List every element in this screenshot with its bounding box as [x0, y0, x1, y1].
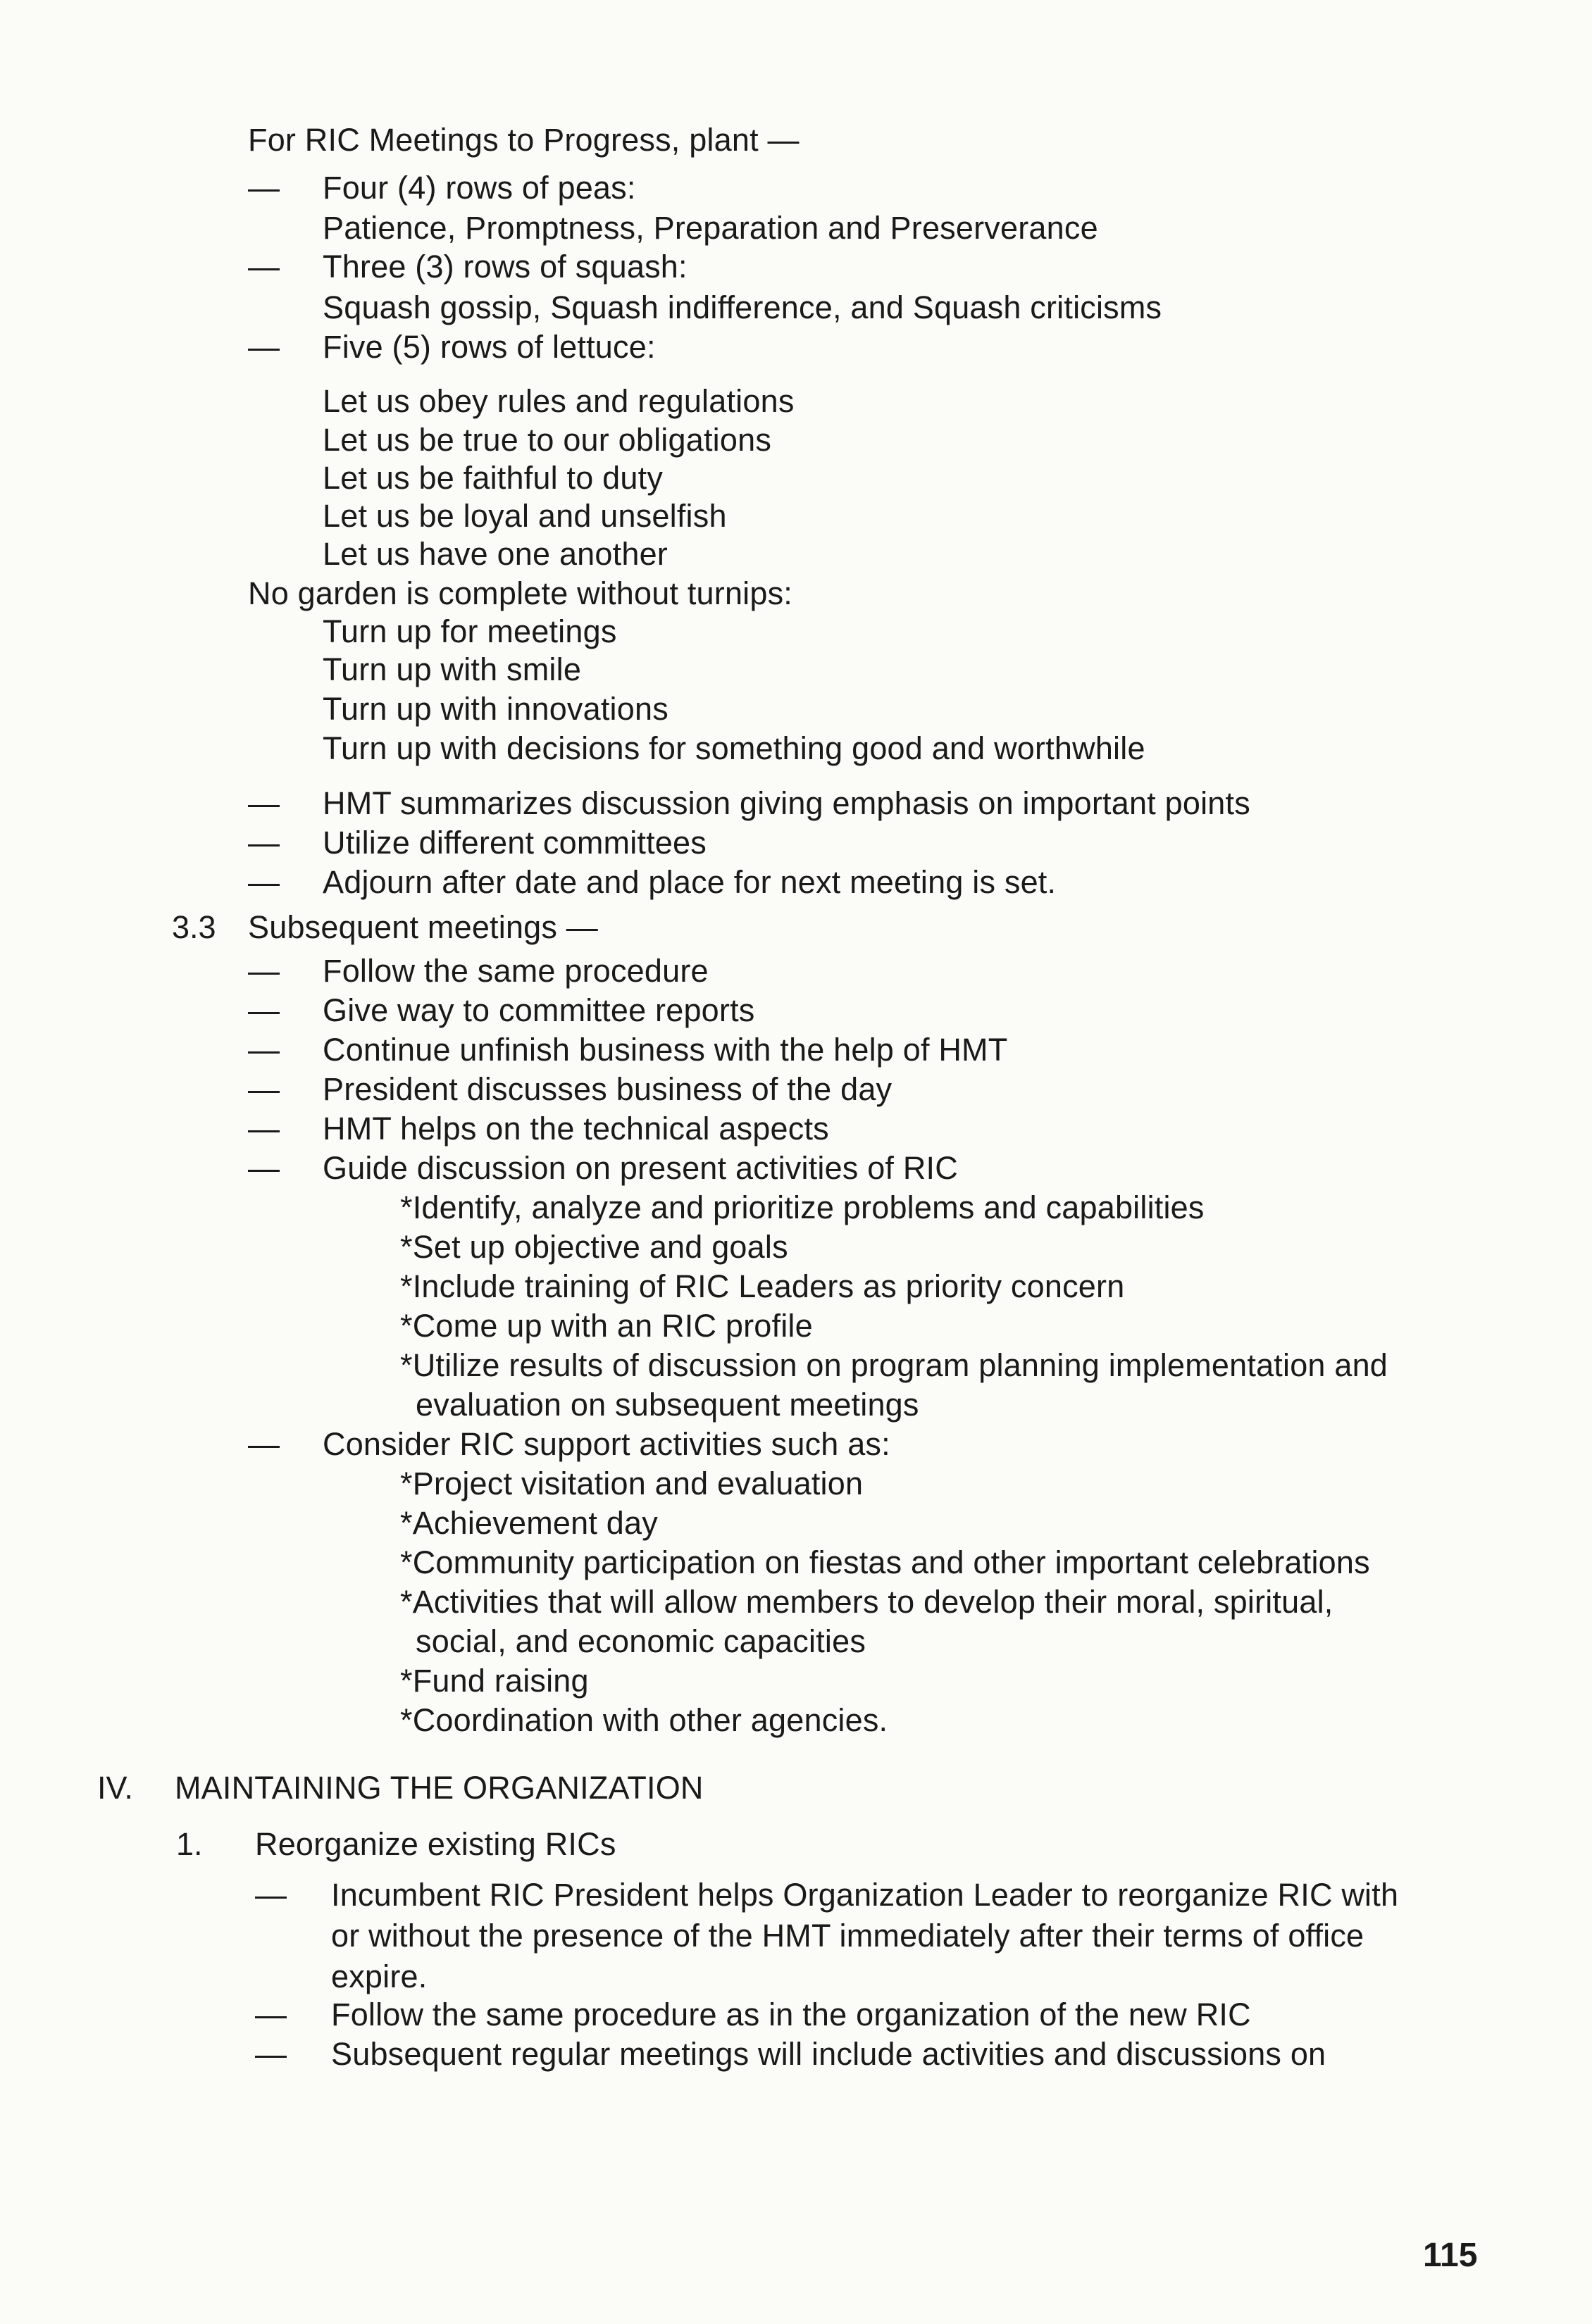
turnip-line: Turn up with decisions for something good and worthwhile: [323, 730, 1145, 766]
sub-item: *Set up objective and goals: [400, 1229, 788, 1265]
intro-lead: For RIC Meetings to Progress, plant —: [248, 122, 800, 158]
list-item: Give way to committee reports: [323, 992, 755, 1028]
sub-item: *Activities that will allow members to develop their moral, spiritual,: [400, 1584, 1333, 1620]
list-item: Three (3) rows of squash:: [323, 249, 688, 285]
sub-item: *Identify, analyze and prioritize problems and capabilities: [400, 1189, 1205, 1225]
sub-item-continuation: social, and economic capacities: [416, 1623, 866, 1659]
list-item: Utilize different committees: [323, 825, 707, 861]
list-item: HMT helps on the technical aspects: [323, 1111, 829, 1147]
dash-bullet: —: [248, 1426, 280, 1462]
page-number: 115: [1423, 2237, 1478, 2274]
subsection-title: Reorganize existing RICs: [255, 1826, 616, 1862]
dash-bullet: —: [255, 2036, 287, 2072]
list-item: President discusses business of the day: [323, 1071, 893, 1107]
sub-item: *Come up with an RIC profile: [400, 1308, 813, 1344]
section-numeral: IV.: [97, 1770, 133, 1806]
dash-bullet: —: [248, 825, 280, 861]
list-item: Continue unfinish business with the help of HMT: [323, 1032, 1008, 1068]
dash-bullet: —: [248, 1111, 280, 1147]
list-item: Incumbent RIC President helps Organization Leader to reorganize RIC with: [331, 1877, 1399, 1913]
dash-bullet: —: [248, 785, 280, 821]
list-item: Follow the same procedure: [323, 953, 709, 989]
dash-bullet: —: [255, 1877, 287, 1913]
turnip-line: Turn up with smile: [323, 651, 582, 687]
sub-item: *Coordination with other agencies.: [400, 1702, 888, 1738]
section-number: 3.3: [172, 909, 216, 945]
list-item: Guide discussion on present activities of RIC: [323, 1150, 958, 1186]
dash-bullet: —: [248, 329, 280, 365]
turnip-line: Turn up with innovations: [323, 691, 668, 727]
sub-item: *Project visitation and evaluation: [400, 1466, 864, 1501]
sub-item: *Fund raising: [400, 1663, 589, 1699]
list-item: Subsequent regular meetings will include activities and discussions on: [331, 2036, 1326, 2072]
list-item: Five (5) rows of lettuce:: [323, 329, 656, 365]
lettuce-line: Let us be faithful to duty: [323, 460, 664, 496]
section-title: MAINTAINING THE ORGANIZATION: [175, 1770, 704, 1806]
dash-bullet: —: [248, 953, 280, 989]
list-item: HMT summarizes discussion giving emphasis on important points: [323, 785, 1250, 821]
sub-item: *Achievement day: [400, 1505, 658, 1541]
list-item: Adjourn after date and place for next meeting is set.: [323, 864, 1057, 900]
dash-bullet: —: [248, 170, 280, 206]
sub-item: *Include training of RIC Leaders as priority concern: [400, 1268, 1125, 1304]
list-item: Four (4) rows of peas:: [323, 170, 636, 206]
lettuce-line: Let us obey rules and regulations: [323, 383, 795, 419]
list-item-continuation: or without the presence of the HMT immediately after their terms of office: [331, 1918, 1364, 1954]
section-title: Subsequent meetings —: [248, 909, 599, 945]
dash-bullet: —: [248, 1032, 280, 1068]
dash-bullet: —: [248, 1071, 280, 1107]
list-item: Follow the same procedure as in the organization of the new RIC: [331, 1997, 1251, 2032]
dash-bullet: —: [248, 864, 280, 900]
dash-bullet: —: [248, 1150, 280, 1186]
list-item: Patience, Promptness, Preparation and Preserverance: [323, 210, 1098, 246]
sub-item: *Utilize results of discussion on program planning implementation and: [400, 1347, 1388, 1383]
dash-bullet: —: [248, 249, 280, 285]
dash-bullet: —: [255, 1997, 287, 2032]
dash-bullet: —: [248, 992, 280, 1028]
list-item: Consider RIC support activities such as:: [323, 1426, 890, 1462]
sub-item: *Community participation on fiestas and other important celebrations: [400, 1544, 1370, 1580]
turnip-line: Turn up for meetings: [323, 613, 617, 649]
lettuce-line: Let us be loyal and unselfish: [323, 498, 727, 534]
list-item: Squash gossip, Squash indifference, and Squash criticisms: [323, 289, 1162, 325]
lettuce-line: Let us be true to our obligations: [323, 422, 772, 458]
subsection-number: 1.: [176, 1826, 203, 1862]
turnips-lead: No garden is complete without turnips:: [248, 575, 792, 611]
lettuce-line: Let us have one another: [323, 536, 668, 572]
list-item-continuation: expire.: [331, 1958, 428, 1994]
sub-item-continuation: evaluation on subsequent meetings: [416, 1387, 919, 1423]
